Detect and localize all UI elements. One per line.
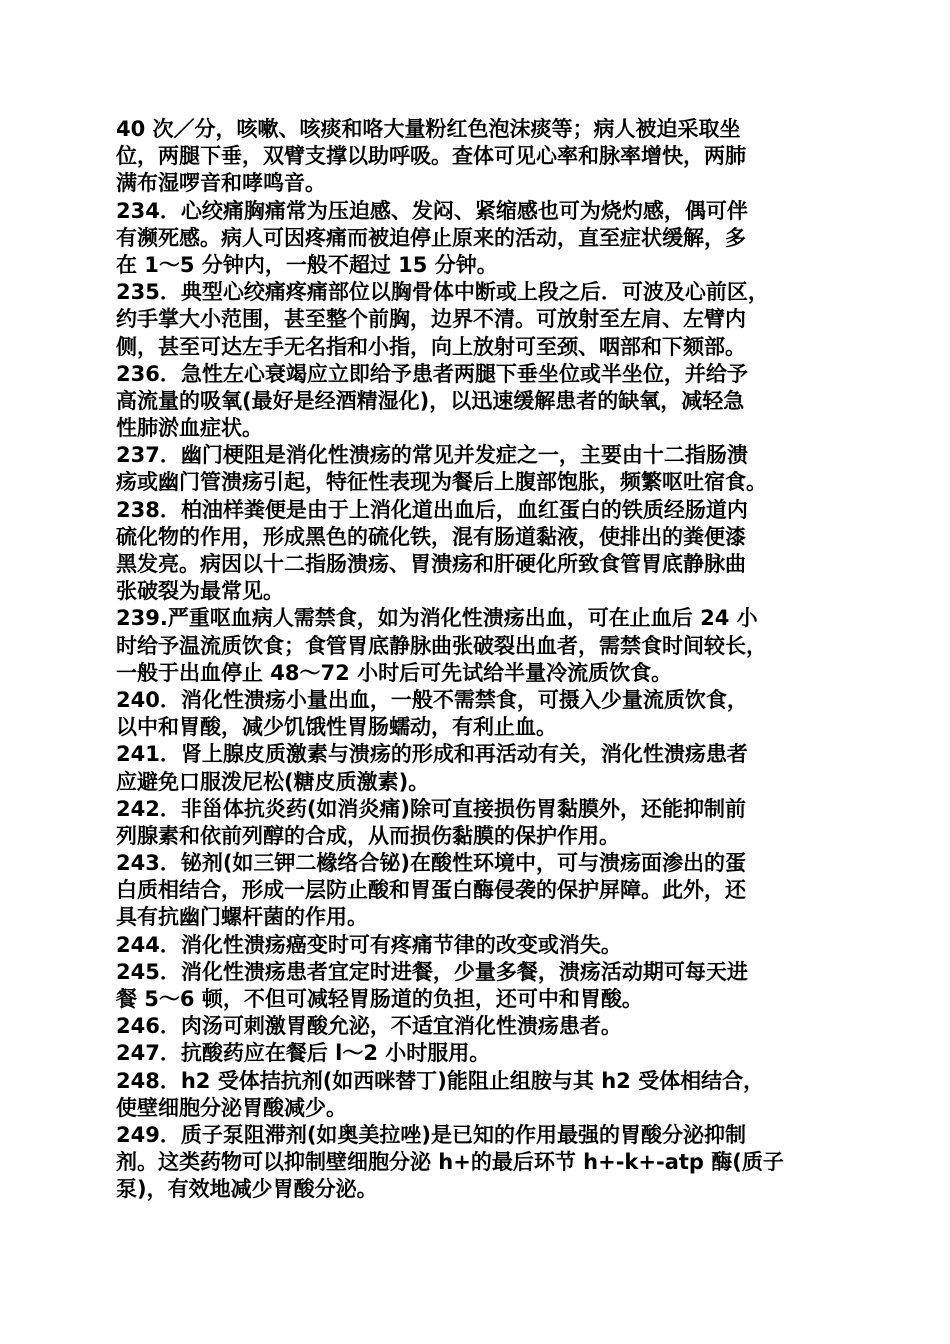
text-line: 235．典型心绞痛疼痛部位以胸骨体中断或上段之后．可波及心前区，	[116, 280, 769, 305]
text-line: 在 1～5 分钟内，一般不超过 15 分钟。	[116, 252, 498, 277]
text-line: 剂。这类药物可以抑制壁细胞分泌 h+的最后环节 h+-k+-atp 酶(质子	[116, 1150, 784, 1175]
text-line: 侧，甚至可达左手无名指和小指，向上放射可至颈、咽部和下颏部。	[116, 334, 746, 359]
text-line: 列腺素和依前列醇的合成，从而损伤黏膜的保护作用。	[116, 823, 620, 848]
text-line: 246．肉汤可刺激胃酸允泌，不适宜消化性溃疡患者。	[116, 1014, 622, 1039]
text-line: 硫化物的作用，形成黑色的硫化铁，混有肠道黏液，使排出的粪便漆	[116, 524, 746, 549]
text-line: 疡或幽门管溃疡引起，特征性表现为餐后上腹部饱胀，频繁呕吐宿食。	[116, 470, 767, 495]
text-line: 约手掌大小范围，甚至整个前胸，边界不清。可放射至左肩、左臂内	[116, 307, 746, 332]
text-line: 247．抗酸药应在餐后 l～2 小时服用。	[116, 1041, 491, 1066]
text-line: 234．心绞痛胸痛常为压迫感、发闷、紧缩感也可为烧灼感，偶可伴	[116, 198, 748, 223]
text-line: 餐 5～6 顿，不但可减轻胃肠道的负担，还可中和胃酸。	[116, 987, 643, 1011]
text-line: 白质相结合，形成一层防止酸和胃蛋白酶侵袭的保护屏障。此外，还	[116, 878, 746, 903]
text-line: 236．急性左心衰竭应立即给予患者两腿下垂坐位或半坐位，并给予	[116, 361, 748, 386]
text-line: 237．幽门梗阻是消化性溃疡的常见并发症之一，主要由十二指肠溃	[116, 443, 748, 468]
text-line: 238．柏油样粪便是由于上消化道出血后，血红蛋白的铁质经肠道内	[116, 497, 748, 522]
text-line: 以中和胃酸，减少饥饿性胃肠蠕动，有利止血。	[116, 715, 557, 740]
text-line: 使壁细胞分泌胃酸减少。	[116, 1095, 347, 1120]
document-page	[116, 116, 844, 1204]
text-line: 239.严重呕血病人需禁食，如为消化性溃疡出血，可在止血后 24 小	[116, 606, 758, 631]
text-line: 张破裂为最常见。	[116, 579, 284, 604]
text-line: 244．消化性溃疡癌变时可有疼痛节律的改变或消失。	[116, 932, 622, 957]
text-line: 241．肾上腺皮质激素与溃疡的形成和再活动有关，消化性溃疡患者	[116, 742, 748, 767]
text-line: 249．质子泵阻滞剂(如奥美拉唑)是已知的作用最强的胃酸分泌抑制	[116, 1122, 747, 1147]
text-line: 245．消化性溃疡患者宜定时进餐，少量多餐，溃疡活动期可每天进	[116, 959, 748, 984]
text-line: 应避免口服泼尼松(糖皮质激素)。	[116, 769, 430, 794]
text-line: 泵)，有效地减少胃酸分泌。	[116, 1177, 378, 1202]
text-line: 性肺淤血症状。	[116, 416, 263, 441]
text-line: 有濒死感。病人可因疼痛而被迫停止原来的活动，直至症状缓解，多	[116, 225, 746, 250]
text-line: 满布湿啰音和哮鸣音。	[116, 171, 326, 196]
text-line: 240．消化性溃疡小量出血，一般不需禁食，可摄入少量流质饮食，	[116, 687, 748, 712]
text-line: 具有抗幽门螺杆菌的作用。	[116, 905, 368, 930]
text-line: 40 次／分，咳嗽、咳痰和咯大量粉红色泡沫痰等；病人被迫采取坐	[116, 117, 741, 141]
text-line: 时给予温流质饮食；食管胃底静脉曲张破裂出血者，需禁食时间较长，	[116, 633, 767, 658]
text-line: 一般于出血停止 48～72 小时后可先试给半量冷流质饮食。	[116, 660, 673, 685]
text-line: 243．铋剂(如三钾二橼络合铋)在酸性环境中，可与溃疡面渗出的蛋	[116, 851, 747, 876]
text-line: 242．非甾体抗炎药(如消炎痛)除可直接损伤胃黏膜外，还能抑制前	[116, 796, 747, 821]
text-line: 黑发亮。病因以十二指肠溃疡、胃溃疡和肝硬化所致食管胃底静脉曲	[116, 552, 746, 576]
text-line: 248．h2 受体拮抗剂(如西咪替丁)能阻止组胺与其 h2 受体相结合，	[116, 1068, 765, 1093]
text-line: 高流量的吸氧(最好是经酒精湿化)，以迅速缓解患者的缺氧，减轻急	[116, 388, 745, 413]
text-line: 位，两腿下垂，双臂支撑以助呼吸。查体可见心率和脉率增快，两肺	[116, 144, 746, 169]
